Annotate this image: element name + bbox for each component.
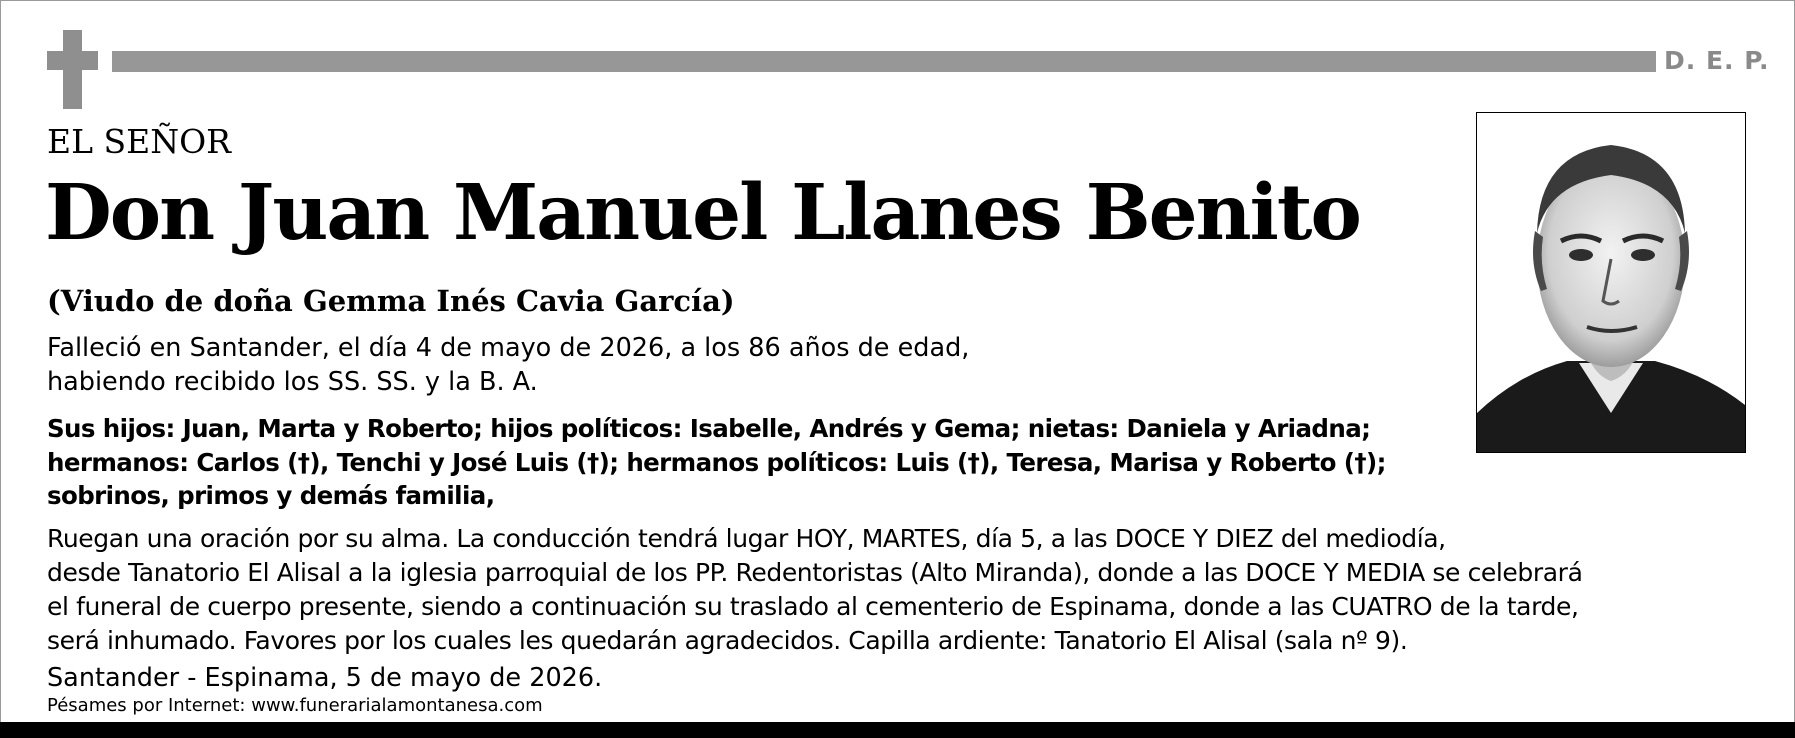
- family-line: sobrinos, primos y demás familia,: [47, 481, 495, 510]
- deceased-name: Don Juan Manuel Llanes Benito: [45, 168, 1360, 258]
- bottom-border: [0, 722, 1795, 738]
- ceremony-line: desde Tanatorio El Alisal a la iglesia parroquial de los PP. Redentoristas (Alto Miranda), donde a las DOCE Y MEDIA se celebrará: [47, 558, 1583, 587]
- ceremony-details: [47, 522, 1767, 658]
- death-notice: [47, 331, 1447, 399]
- header-rule: [112, 51, 1656, 72]
- latin-cross-icon: [47, 30, 98, 109]
- family-line: Sus hijos: Juan, Marta y Roberto; hijos políticos: Isabelle, Andrés y Gema; nietas: Daniela y Ariadna;: [47, 414, 1371, 443]
- dep-label: D. E. P.: [1664, 46, 1770, 75]
- ceremony-line: el funeral de cuerpo presente, siendo a continuación su traslado al cementerio de Espinama, donde a las CUATRO de la tarde,: [47, 592, 1579, 621]
- place-date: Santander - Espinama, 5 de mayo de 2026.: [47, 663, 603, 693]
- portrait-photo: [1476, 112, 1746, 453]
- death-notice-line: habiendo recibido los SS. SS. y la B. A.: [47, 367, 538, 397]
- death-notice-line: Falleció en Santander, el día 4 de mayo de 2026, a los 86 años de edad,: [47, 333, 970, 363]
- honorific: EL SEÑOR: [47, 122, 231, 161]
- spouse-note: (Viudo de doña Gemma Inés Cavia García): [47, 284, 735, 318]
- condolences-link[interactable]: Pésames por Internet: www.funerarialamontanesa.com: [47, 695, 543, 716]
- ceremony-line: Ruegan una oración por su alma. La conducción tendrá lugar HOY, MARTES, día 5, a las DOCE Y DIEZ del mediodía,: [47, 524, 1446, 553]
- ceremony-line: será inhumado. Favores por los cuales les quedarán agradecidos. Capilla ardiente: Tanatorio El Alisal (sala nº 9).: [47, 626, 1408, 655]
- family-line: hermanos: Carlos (†), Tenchi y José Luis (†); hermanos políticos: Luis (†), Teresa, Marisa y Roberto (†);: [47, 447, 1386, 477]
- family-list: [47, 412, 1467, 513]
